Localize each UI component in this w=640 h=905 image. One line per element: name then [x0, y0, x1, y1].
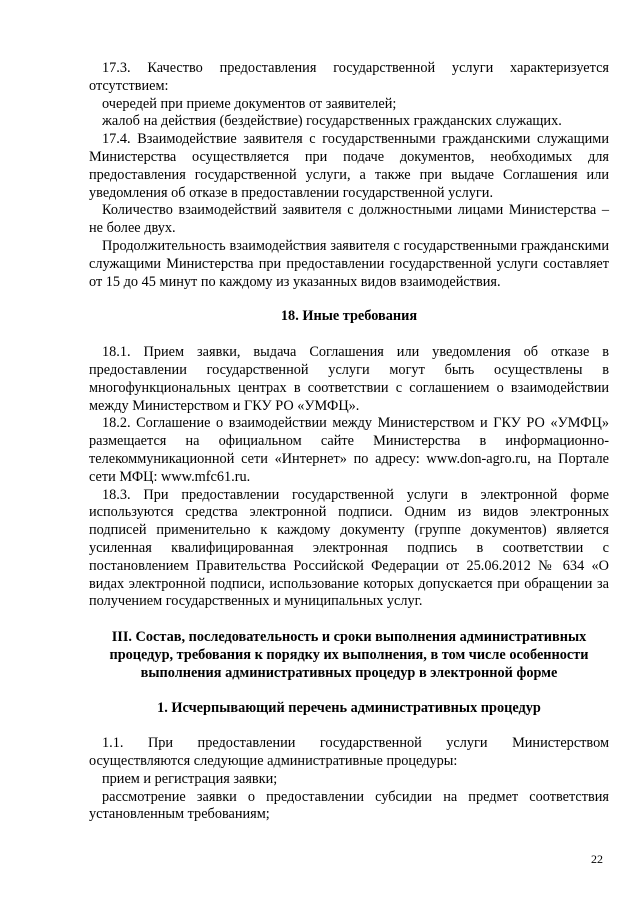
list-item-registration: прием и регистрация заявки; — [102, 770, 278, 787]
document-body — [89, 60, 609, 824]
paragraph-interaction-count: Количество взаимодействий заявителя с должностными лицами Министерства – не более двух. — [89, 202, 609, 237]
heading-1: 1. Исчерпывающий перечень административных процедур — [157, 699, 541, 716]
heading-18: 18. Иные требования — [280, 308, 418, 325]
paragraph-18-1: 18.1. Прием заявки, выдача Соглашения или уведомления об отказе в предоставлении государственной услуги могут быть осуществлены в многофункциональных центрах в соответствии с соглашением о взаимодействии между Министерством и ГКУ РО «УМФЦ». — [89, 344, 609, 414]
list-item-review: рассмотрение заявки о предоставлении субсидии на предмет соответствия установленным требованиям; — [89, 788, 609, 823]
paragraph-1-1: 1.1. При предоставлении государственной услуги Министерством осуществляются следующие административные процедуры: — [89, 735, 609, 770]
list-item-queues: очередей при приеме документов от заявителей; — [102, 95, 397, 112]
paragraph-17-3: 17.3. Качество предоставления государственной услуги характеризуется отсутствием: — [89, 60, 609, 94]
paragraph-interaction-duration: Продолжительность взаимодействия заявителя с государственными гражданскими служащими Министерства при предоставлении государственной услуги составляет от 15 до 45 минут по каждому из указанных видов взаимодействия. — [89, 237, 609, 290]
paragraph-18-3: 18.3. При предоставлении государственной услуги в электронной форме используются средства электронной подписи. Одним из видов электронных подписей применительно к каждому документу (группе документов) является усиленная квалифицированная электронная подпись в соответствии с постановлением Правительства Российской Федерации от 25.06.2012 № 634 «О видах электронной подписи, использование которых допускается при обращении за получением государственных и муниципальных услуг. — [89, 486, 609, 610]
paragraph-17-4: 17.4. Взаимодействие заявителя с государственными гражданскими служащими Министерства осуществляется при подаче документов, необходимых для предоставления государственной услуги, а также при выдаче Соглашения или уведомления об отказе в предоставлении государственной услуги. — [89, 131, 609, 201]
paragraph-18-2: 18.2. Соглашение о взаимодействии между Министерством и ГКУ РО «УМФЦ» размещается на официальном сайте Министерства в информационно-телекоммуникационной сети «Интернет» по адресу: www.don-agro.ru, на Портале сети МФЦ: www.mfc61.ru. — [89, 415, 609, 485]
page-number: 22 — [591, 852, 603, 866]
heading-section-3: III. Состав, последовательность и сроки выполнения административных процедур, требования к порядку их выполнения, в том числе особенности выполнения административных процедур в электронной форме — [109, 629, 589, 681]
list-item-complaints: жалоб на действия (бездействие) государственных гражданских служащих. — [102, 113, 562, 130]
